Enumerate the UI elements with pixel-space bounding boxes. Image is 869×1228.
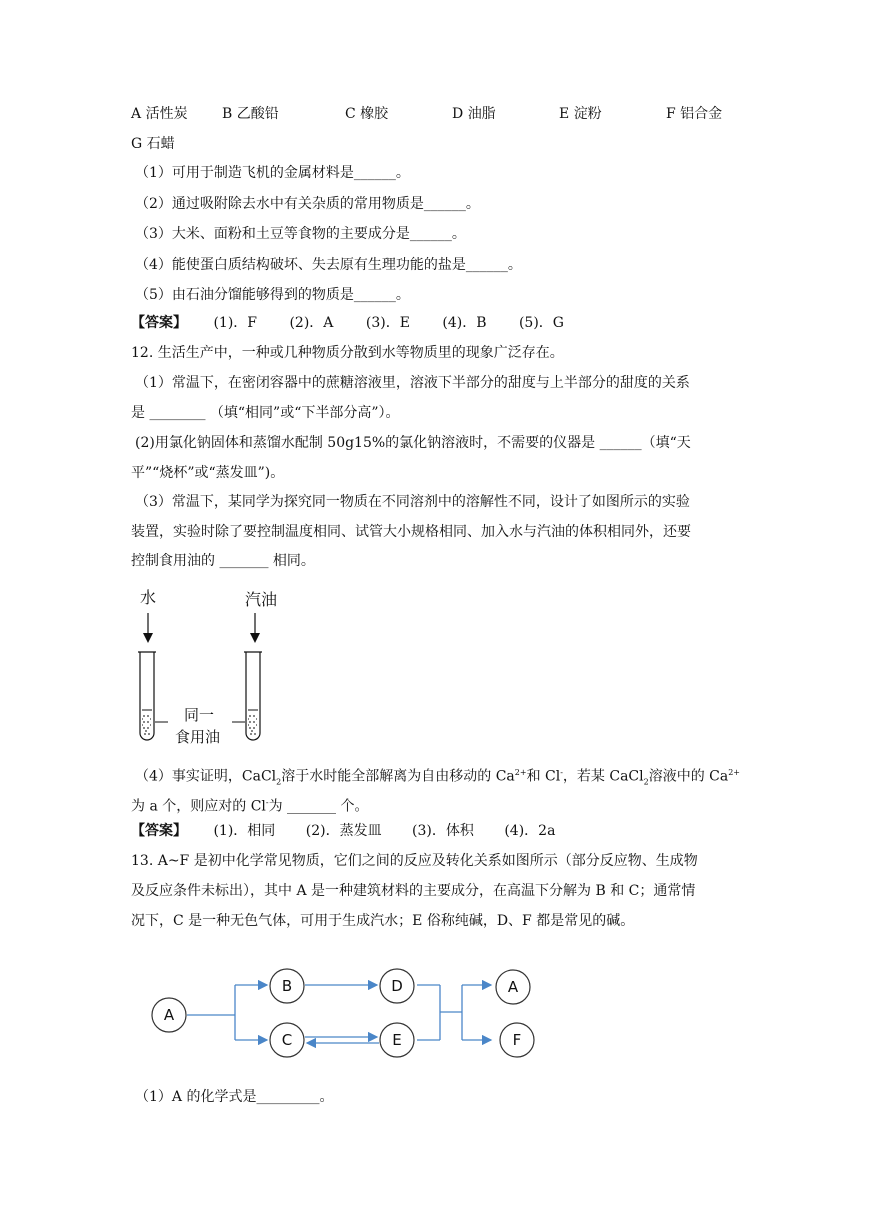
- q12-answer: 【答案】 (1)．相同 (2)．蒸发皿 (3)．体积 (4)．2a: [131, 823, 556, 839]
- q12-sub-1a: （1）常温下，在密闭容器中的蔗糖溶液里，溶液下半部分的甜度与上半部分的甜度的关系: [135, 375, 690, 391]
- q12-sub-2a: (2)用氯化钠固体和蒸馏水配制 50g15%的氯化钠溶液时，不需要的仪器是 ______（填“天: [135, 435, 691, 451]
- q12-sub-1b: 是 ________ （填“相同”或“下半部分高”）。: [131, 405, 400, 421]
- reaction-diagram: [140, 960, 560, 1070]
- q11-sub-5: （5）由石油分馏能够得到的物质是______。: [135, 287, 410, 303]
- q12-sub-4a: （4）事实证明，CaCl$_2$溶于水时能全部解离为自由移动的 $Ca^{2+}$和 Cl-，若某 CaCl$_2$溶液中的 $Ca^{2+}$: [135, 768, 741, 787]
- q13-line-1: 13. A~F 是初中化学常见物质，它们之间的反应及转化关系如图所示（部分反应物、生成物: [131, 853, 698, 869]
- option-e: E 淀粉: [559, 106, 602, 122]
- q13-line-3: 况下，C 是一种无色气体，可用于生成汽水；E 俗称纯碱，D、F 都是常见的碱。: [131, 913, 635, 929]
- q12-sub-4b: 为 a 个，则应对的 Cl-为 _______ 个。: [131, 798, 369, 815]
- option-b: B 乙酸铅: [222, 106, 279, 122]
- q11-sub-4: （4）能使蛋白质结构破坏、失去原有生理功能的盐是______。: [135, 257, 522, 273]
- option-d: D 油脂: [452, 106, 496, 122]
- option-a: A 活性炭: [131, 106, 188, 122]
- node-a2-label: A: [507, 978, 519, 996]
- water-arrowhead: [143, 633, 153, 643]
- left-test-tube: [138, 652, 156, 740]
- q12-sub-2b: 平”“烧杯”或“蒸发皿”)。: [131, 465, 285, 481]
- q11-sub-3: （3）大米、面粉和土豆等食物的主要成分是______。: [135, 226, 466, 242]
- q11-answer: 【答案】 (1)．F (2)．A (3)．E (4)．B (5)．G: [131, 315, 564, 331]
- node-c-label: C: [281, 1031, 293, 1049]
- edible-oil-label: 食用油: [175, 728, 221, 746]
- node-d-label: D: [391, 977, 403, 995]
- node-e-label: E: [392, 1031, 402, 1049]
- node-b-label: B: [281, 977, 293, 995]
- q11-sub-2: （2）通过吸附除去水中有关杂质的常用物质是______。: [135, 196, 480, 212]
- q13-sub-1: （1）A 的化学式是_________。: [135, 1089, 334, 1105]
- q12-sub-3a: （3）常温下，某同学为探究同一物质在不同溶剂中的溶解性不同，设计了如图所示的实验: [135, 494, 690, 510]
- gasoline-label: 汽油: [245, 590, 278, 609]
- right-test-tube: [244, 652, 262, 740]
- same-label: 同一: [184, 706, 215, 724]
- q12-sub-3b: 装置，实验时除了要控制温度相同、试管大小规格相同、加入水与汽油的体积相同外，还要: [131, 524, 691, 540]
- option-c: C 橡胶: [345, 106, 389, 122]
- test-tube-figure: [128, 583, 298, 753]
- node-f-label: F: [512, 1031, 522, 1049]
- q12-stem: 12. 生活生产中，一种或几种物质分散到水等物质里的现象广泛存在。: [131, 345, 564, 361]
- water-label: 水: [140, 588, 157, 607]
- gasoline-arrowhead: [250, 633, 260, 643]
- q11-sub-1: （1）可用于制造飞机的金属材料是______。: [135, 165, 410, 181]
- node-a-label: A: [163, 1006, 175, 1024]
- option-f: F 铝合金: [666, 106, 723, 122]
- q13-line-2: 及反应条件未标出），其中 A 是一种建筑材料的主要成分，在高温下分解为 B 和 C；通常情: [131, 883, 696, 899]
- q12-sub-3c: 控制食用油的 _______ 相同。: [131, 553, 315, 569]
- option-g: G 石蜡: [131, 136, 175, 152]
